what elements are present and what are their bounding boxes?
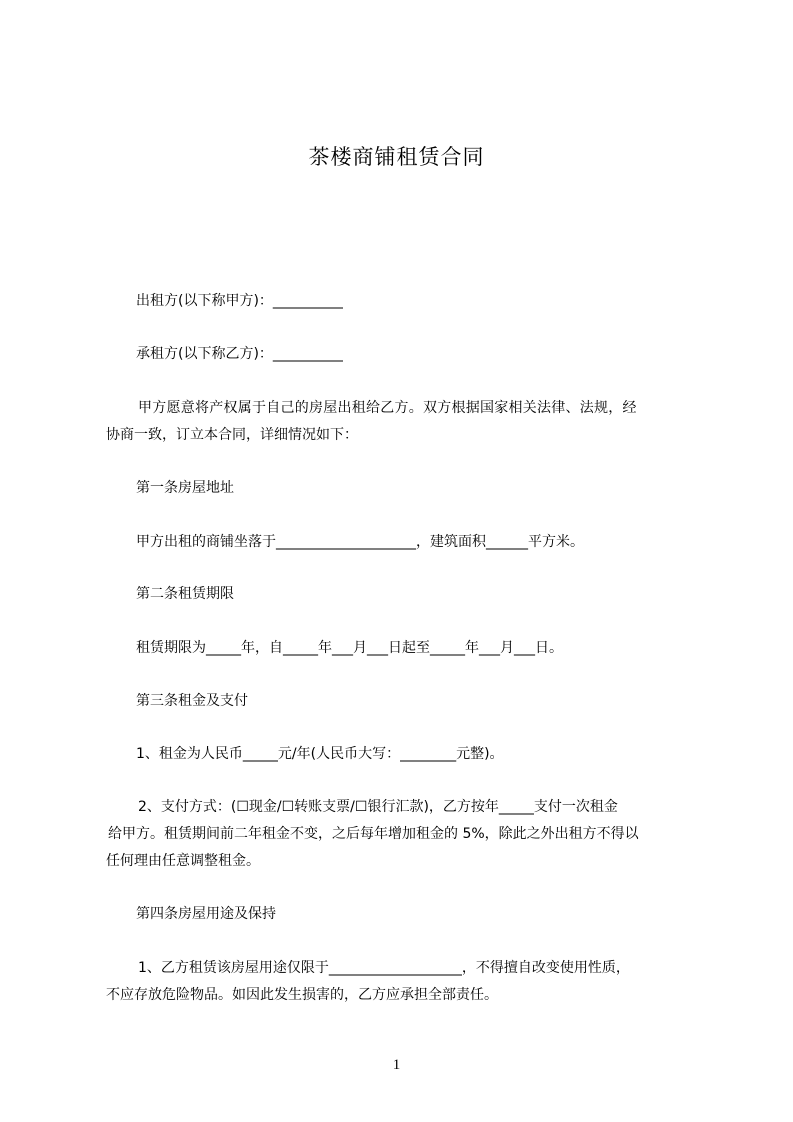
article-3-item-2-line-2: 给甲方。租赁期间前二年租金不变，之后每年增加租金的 5%，除此之外出租方不得以 xyxy=(108,826,639,842)
article-3-heading: 第三条租金及支付 xyxy=(136,693,248,709)
article-3-item-2-line-3: 任何理由任意调整租金。 xyxy=(106,853,260,869)
article-1-text: 甲方出租的商铺坐落于____________________，建筑面积______平方米。 xyxy=(136,534,584,550)
article-3-item-1: 1、租金为人民币_____元/年(人民币大写：________元整)。 xyxy=(136,746,504,762)
article-2-heading: 第二条租赁期限 xyxy=(136,586,234,602)
article-3-item-2-line-1: 2、支付方式：(☐现金/☐转账支票/☐银行汇款)，乙方按年_____支付一次租金 xyxy=(138,799,618,815)
article-1-heading: 第一条房屋地址 xyxy=(136,480,234,496)
lessee-line: 承租方(以下称乙方)：__________ xyxy=(136,346,343,362)
intro-line-1: 甲方愿意将产权属于自己的房屋出租给乙方。双方根据国家相关法律、法规，经 xyxy=(138,400,637,416)
document-title: 茶楼商铺租赁合同 xyxy=(308,145,485,169)
lessor-line: 出租方(以下称甲方)：__________ xyxy=(136,293,343,309)
page-number: 1 xyxy=(392,1057,401,1073)
article-4-item-1-line-1: 1、乙方租赁该房屋用途仅限于___________________，不得擅自改变使用性质， xyxy=(138,960,630,976)
article-2-text: 租赁期限为_____年，自_____年___月___日起至_____年___月___日。 xyxy=(136,640,563,656)
intro-line-2: 协商一致，订立本合同，详细情况如下： xyxy=(106,427,358,443)
article-4-heading: 第四条房屋用途及保持 xyxy=(136,906,276,922)
article-4-item-1-line-2: 不应存放危险物品。如因此发生损害的，乙方应承担全部责任。 xyxy=(106,987,498,1003)
